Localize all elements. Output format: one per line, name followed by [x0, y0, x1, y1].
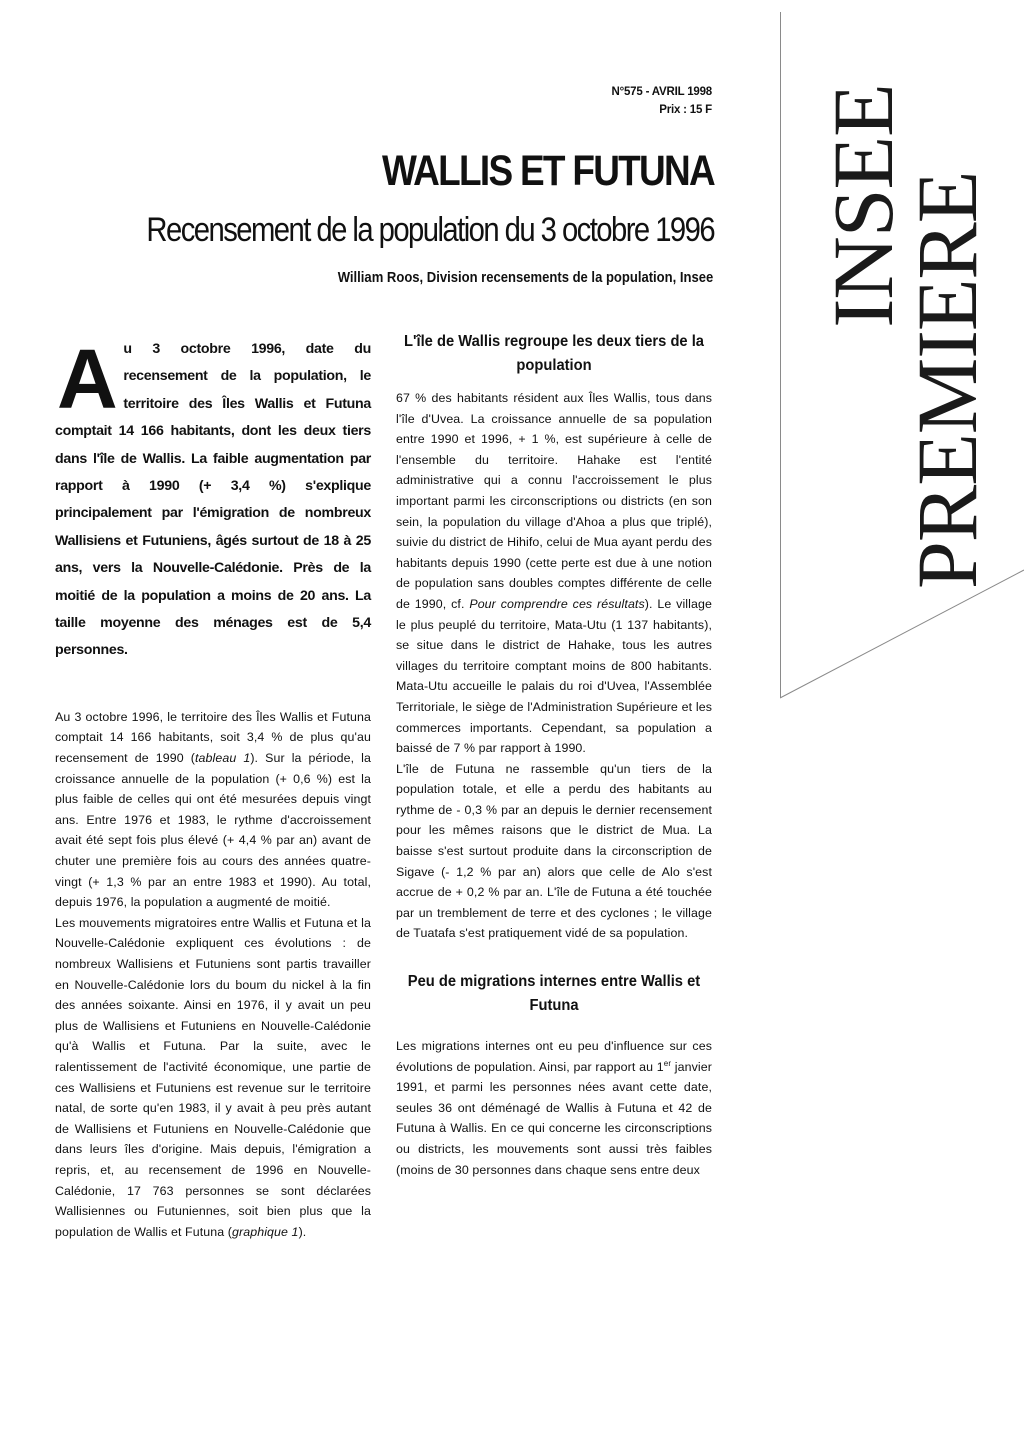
left-column	[55, 330, 371, 1242]
issue-price: Prix : 15 F	[659, 104, 712, 116]
page-subtitle: Recensement de la population du 3 octobre 1996	[146, 211, 714, 249]
body-paragraph: Les migrations internes ont eu peu d'influence sur ces évolutions de population. Ainsi, par rapport au 1er janvier 1991, et parmi les personnes nées avant cette date, seules 36 ont déménagé de Wallis à Futuna et 42 de Futuna à Wallis. En ce qui concerne les circonscriptions ou districts, les mouvements sont aussi très faibles (moins de 30 personnes dans chaque sens entre deux	[396, 1039, 712, 1177]
right-column	[396, 330, 712, 1180]
graph-reference: graphique 1	[232, 1224, 299, 1239]
page-title: WALLIS ET FUTUNA	[382, 147, 714, 195]
section-heading: L'île de Wallis regroupe les deux tiers de la population	[403, 333, 705, 374]
results-reference: Pour comprendre ces résultats	[469, 596, 645, 611]
body-paragraph: Les mouvements migratoires entre Wallis et Futuna et la Nouvelle-Calédonie expliquent ces évolutions : de nombreux Wallisiens et Futuniens sont partis travailler en Nouvelle-Calédonie lors du boum du nickel à la fin des années soixante. Ainsi en 1976, il y avait un peu plus de Wallisiens et Futuniens en Nouvelle-Calédonie qu'à Wallis et Futuna. Par la suite, avec le ralentissement de l'activité économique, une partie de ces Wallisiens et Futuniens est revenue sur le territoire natal, de sorte qu'en 1983, il y avait à peu près autant de Wallisiens et Futuniens en Nouvelle-Calédonie que dans leurs îles d'origine. Mais depuis, l'émigration a repris, et, au recensement de 1996 en Nouvelle-Calédonie, 17 763 personnes se sont déclarées Wallisiennes ou Futuniennes, soit bien plus que la population de Wallis et Futuna (graphique 1).	[55, 915, 371, 1239]
masthead-line-2: PREMIERE	[899, 171, 995, 589]
masthead-line-1: INSEE	[815, 84, 911, 328]
lead-paragraph	[55, 332, 371, 665]
body-paragraph: 67 % des habitants résident aux Îles Wallis, tous dans l'île d'Uvea. La croissance annuelle de sa population entre 1990 et 1996, + 1 %, est supérieure à celle de l'ensemble du territoire. Hahake est l'entité administrative qui a connu l'accroissement le plus important parmi les circonscriptions ou districts (en son sein, la population du village d'Ahoa a plus que triplé), suivie du district de Hihifo, celui de Mua ayant perdu des habitants depuis 1990 (cette perte est due à une notion de population sans doubles comptes différente de celle de 1990, cf. Pour comprendre ces résultats). Le village le plus peuplé du territoire, Mata-Utu (1 137 habitants), se situe dans le district de Hahake, tous les autres villages du territoire comptant moins de 800 habitants. Mata-Utu accueille le palais du roi d'Uvea, l'Assemblée Territoriale, le siège de l'Administration Supérieure et les commerces importants. Cependant, sa population a baissé de 7 % par rapport à 1990.	[396, 391, 712, 756]
masthead	[815, 25, 1010, 595]
author-line: William Roos, Division recensements de la population, Insee	[337, 270, 713, 286]
issue-info	[611, 83, 712, 119]
body-paragraph: L'île de Futuna ne rassemble qu'un tiers de la population totale, et elle a perdu des habitants au rythme de - 0,3 % par an depuis le dernier recensement pour les mêmes raisons que le district de Mua. La baisse s'est surtout produite dans la circonscription de Sigave (- 1,2 % par an) alors que celle de Alo s'est accrue de + 0,2 % par an. L'île de Futuna a été touchée par un tremblement de terre et des cyclones ; le village de Tuatafa s'est pratiquement vidé de sa population.	[396, 761, 712, 941]
drop-cap: A	[57, 332, 118, 426]
lead-text: u 3 octobre 1996, date du recensement de la population, le territoire des Îles Wallis et Futuna comptait 14 166 habitants, dont les deux tiers dans l'île de Wallis. La faible augmentation par rapport à 1990 (+ 3,4 %) s'explique principalement par l'émigration de nombreux Wallisiens et Futuniens, âgés surtout de 18 à 25 ans, vers la Nouvelle-Calédonie. Près de la moitié de la population a moins de 20 ans. La taille moyenne des ménages est de 5,4 personnes.	[55, 341, 371, 659]
table-reference: tableau 1	[194, 751, 251, 766]
section-heading: Peu de migrations internes entre Wallis et Futuna	[407, 973, 701, 1015]
body-paragraph: Au 3 octobre 1996, le territoire des Îles Wallis et Futuna comptait 14 166 habitants, soit 3,4 % de plus qu'au recensement de 1990 (tableau 1). Sur la période, la croissance annuelle de la population (+ 0,6 %) est la plus faible de celles qui ont été mesurées depuis vingt ans. Entre 1976 et 1983, le rythme d'accroissement avait été sept fois plus élevé (+ 4,4 % par an) avant de chuter une première fois au cours des années quatre-vingt (+ 1,3 % par an entre 1983 et 1990). Au total, depuis 1976, la population a augmenté de moitié.	[55, 709, 371, 910]
issue-number: N°575 - AVRIL 1998	[611, 86, 712, 98]
